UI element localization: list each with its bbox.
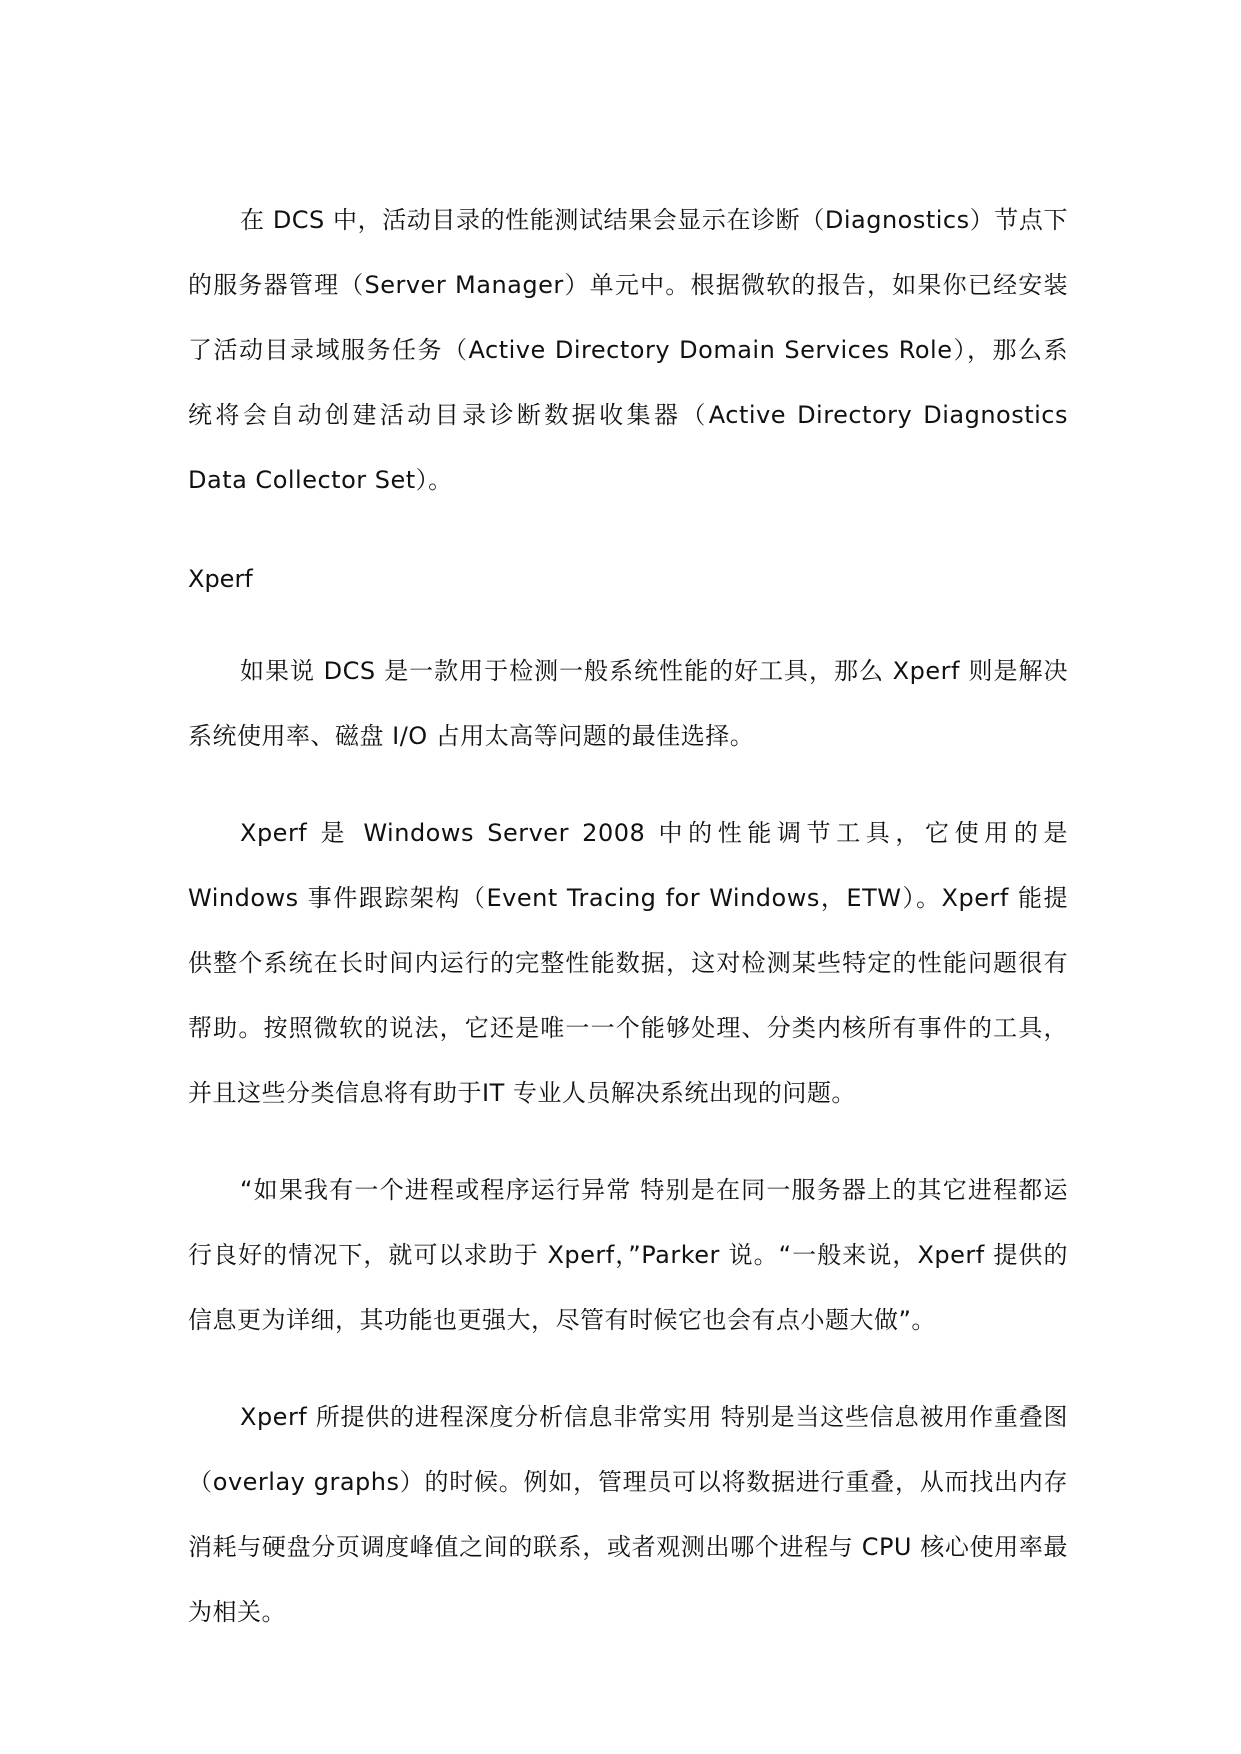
document-page [188,188,1068,1645]
paragraph-dcs-diagnostics: 在 DCS 中，活动目录的性能测试结果会显示在诊断（Diagnostics）节点下的服务器管理（Server Manager）单元中。根据微软的报告，如果你已经安装了活动目录域服务任务（Active Directory Domain Services Role），那么系统将会自动创建活动目录诊断数据收集器（Active Directory Diagnostics Data Collector Set）。 [188,206,1068,494]
paragraph-overlay-graphs: Xperf 所提供的进程深度分析信息非常实用 特别是当这些信息被用作重叠图（overlay graphs）的时候。例如，管理员可以将数据进行重叠，从而找出内存消耗与硬盘分页调度峰值之间的联系，或者观测出哪个进程与 CPU 核心使用率最为相关。 [188,1403,1068,1626]
section-heading-xperf: Xperf [188,565,253,593]
paragraph-xperf-etw: Xperf 是 Windows Server 2008 中的性能调节工具，它使用的是 Windows 事件跟踪架构（Event Tracing for Windows，ETW）。Xperf 能提供整个系统在长时间内运行的完整性能数据，这对检测某些特定的性能问题很有帮助。按照微软的说法，它还是唯一一个能够处理、分类内核所有事件的工具，并且这些分类信息将有助于IT 专业人员解决系统出现的问题。 [188,819,1068,1107]
paragraph-parker-quote: “如果我有一个进程或程序运行异常 特别是在同一服务器上的其它进程都运行良好的情况下，就可以求助于 Xperf，”Parker 说。“一般来说，Xperf 提供的信息更为详细，其功能也更强大，尽管有时候它也会有点小题大做”。 [188,1176,1068,1334]
paragraph-dcs-vs-xperf: 如果说 DCS 是一款用于检测一般系统性能的好工具，那么 Xperf 则是解决系统使用率、磁盘 I/O 占用太高等问题的最佳选择。 [188,657,1068,750]
